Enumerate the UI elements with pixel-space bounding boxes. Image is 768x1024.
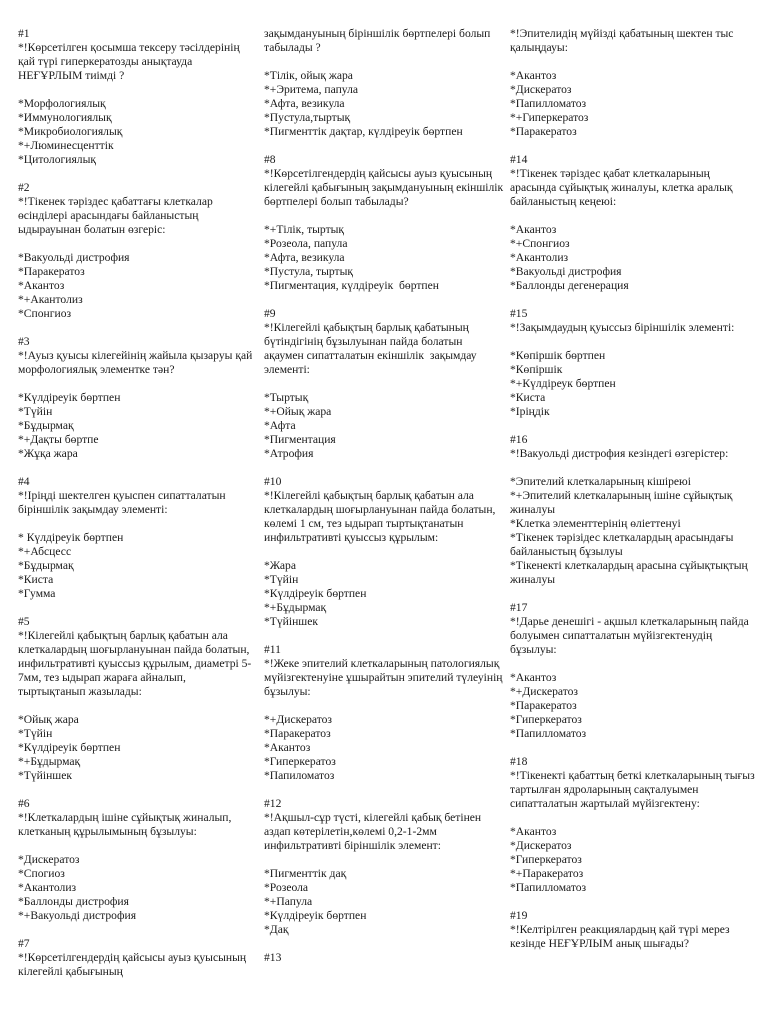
answer-option: *Киста: [510, 391, 546, 404]
spacer: [18, 83, 256, 97]
answer-option: *Іріңдік: [510, 405, 550, 418]
answer-option: *Түйіншек: [18, 769, 73, 782]
question-number: #2: [18, 181, 30, 194]
question-stem: *!Көрсетілгендердің қайсысы ауыз қуысының кілегейлі қабығының: [18, 951, 249, 978]
spacer: [510, 55, 756, 69]
question-number: #6: [18, 797, 30, 810]
answer-option: *Пигментация: [264, 433, 336, 446]
answer-option: *+Дискератоз: [264, 713, 333, 726]
question-number: #10: [264, 475, 282, 488]
answer-option: *+Папула: [264, 895, 313, 908]
question-block: [510, 27, 756, 139]
question-number: #17: [510, 601, 528, 614]
spacer: [510, 811, 756, 825]
answer-option: *Күлдіреуік бөртпен: [18, 741, 121, 754]
answer-option: *Бұдырмақ: [18, 419, 74, 432]
answer-option: *Дискератоз: [510, 839, 572, 852]
question-number: #9: [264, 307, 276, 320]
question-number: #13: [264, 951, 282, 964]
answer-option: *Вакуольді дистрофия: [510, 265, 622, 278]
answer-option: *Гиперкератоз: [510, 853, 582, 866]
answer-option: *Күлдіреуік бөртпен: [264, 587, 367, 600]
answer-option: *Жара: [264, 559, 296, 572]
question-stem: *!Зақымдаудың қуыссыз біріншілік элементі:: [510, 321, 735, 334]
question-stem: *!Тікенек тәріздес қабаттағы клеткалар өсінділері арасындағы байланыстың ыдырауынан болатын өзгеріс:: [18, 195, 216, 236]
spacer: [264, 55, 504, 69]
answer-option: *+Бұдырмақ: [264, 601, 327, 614]
answer-option: *+Люминесценттік: [18, 139, 114, 152]
answer-option: *Дискератоз: [18, 853, 80, 866]
question-number: #12: [264, 797, 282, 810]
answer-option: *Гиперкератоз: [264, 755, 336, 768]
answer-option: *Спонгиоз: [18, 307, 72, 320]
answer-option: *+Спонгиоз: [510, 237, 570, 250]
question-stem: *!Эпителидің мүйізді қабатының шектен тыс қалыңдауы:: [510, 27, 737, 54]
answer-option: *Баллонды дегенерация: [510, 279, 629, 292]
question-block: [264, 797, 504, 937]
answer-option: *Көпіршік: [510, 363, 563, 376]
question-block: [264, 27, 504, 139]
question-number: #8: [264, 153, 276, 166]
question-number: #7: [18, 937, 30, 950]
answer-option: *Бұдырмақ: [18, 559, 74, 572]
question-stem: *!Жеке эпителий клеткаларының патологиялық мүйізгектенуіне ұшырайтын эпителий түлеуінің бұзылуы:: [264, 657, 506, 698]
answer-option: *+Акантолиз: [18, 293, 83, 306]
answer-option: *Түйін: [18, 405, 53, 418]
column-2: [264, 27, 507, 979]
answer-option: *Пигментация, күлдіреуік бөртпен: [264, 279, 439, 292]
answer-option: *Тыртық: [264, 391, 309, 404]
answer-option: *Паракератоз: [264, 727, 331, 740]
answer-option: *+Паракератоз: [510, 867, 584, 880]
question-number: #4: [18, 475, 30, 488]
answer-option: *+Бұдырмақ: [18, 755, 81, 768]
answer-option: *Вакуольді дистрофия: [18, 251, 130, 264]
answer-option: *+Ойық жара: [264, 405, 332, 418]
answer-option: *Атрофия: [264, 447, 314, 460]
column-3: [510, 27, 756, 965]
answer-option: *+Дискератоз: [510, 685, 579, 698]
answer-option: *Тікенек тәрізідес клеткалардың арасындағы байланыстың бұзылуы: [510, 531, 737, 558]
answer-option: *Акантоз: [264, 741, 311, 754]
answer-option: *Морфологиялық: [18, 97, 106, 110]
answer-option: *+Тілік, тыртық: [264, 223, 345, 236]
answer-option: *+Гиперкератоз: [510, 111, 589, 124]
answer-option: *Акантоз: [510, 223, 557, 236]
answer-option: *Жұқа жара: [18, 447, 78, 460]
answer-option: *+Эритема, папула: [264, 83, 359, 96]
spacer: [264, 699, 504, 713]
answer-option: *Тілік, ойық жара: [264, 69, 353, 82]
question-number: #1: [18, 27, 30, 40]
answer-option: *Пигменттік дақтар, күлдіреуік бөртпен: [264, 125, 463, 138]
question-number: #11: [264, 643, 281, 656]
question-number: #5: [18, 615, 30, 628]
question-block: [18, 937, 256, 979]
answer-option: *Акантолиз: [18, 881, 77, 894]
question-block: [18, 797, 256, 923]
question-number: #15: [510, 307, 528, 320]
spacer: [18, 377, 256, 391]
question-stem: *!Кілегейлі қабықтың барлық қабатының бүтіндігінің бұзылуынан пайда болатын ақаумен сипатталатын екіншілік зақымдау элементі:: [264, 321, 480, 376]
question-stem: *!Тікенекті қабаттың беткі клеткаларының тығыз тартылған ядроларының сақталуымен сипатталатын жартылай мүйізгектену:: [510, 769, 758, 810]
answer-option: *Ойық жара: [18, 713, 79, 726]
question-block: [264, 307, 504, 461]
answer-option: *Афта, везикула: [264, 251, 345, 264]
question-block: [18, 27, 256, 167]
question-block: [18, 335, 256, 461]
spacer: [264, 545, 504, 559]
question-stem: *!Кілегейлі қабықтың барлық қабатын ала клеткалардың шоғырлануынан пайда болатын, инфильтративті қуыссыз құрылым, диаметрі 5-7мм, тез ыдырап жараға айналып, тыртықтанып жазылады:: [18, 629, 253, 698]
question-stem: *!Клеткалардың ішіне сұйықтық жиналып, клетканың құрылымының бұзылуы:: [18, 811, 235, 838]
question-stem: *!Көрсетілгендердің қайсысы ауыз қуысының кілегейлі қабығының зақымдануының екіншілік бөртпелері болып табылады?: [264, 167, 507, 208]
question-number: #19: [510, 909, 528, 922]
answer-option: *+Абсцесс: [18, 545, 72, 558]
spacer: [510, 461, 756, 475]
answer-option: *Афта, везикула: [264, 97, 345, 110]
answer-option: *Баллонды дистрофия: [18, 895, 129, 908]
answer-option: *Паракератоз: [510, 125, 577, 138]
question-block: [510, 153, 756, 293]
answer-option: *Дақ: [264, 923, 289, 936]
answer-option: *Паракератоз: [18, 265, 85, 278]
answer-option: *Акантоз: [510, 69, 557, 82]
question-block: [510, 755, 756, 895]
answer-option: *Микробиологиялық: [18, 125, 123, 138]
answer-option: *Акантоз: [18, 279, 65, 292]
question-number: #18: [510, 755, 528, 768]
answer-option: *Түйін: [18, 727, 53, 740]
answer-option: *Афта: [264, 419, 296, 432]
answer-option: *Тікенекті клеткалардың арасына сұйықтықтың жиналуы: [510, 559, 751, 586]
answer-option: *Розеола: [264, 881, 309, 894]
spacer: [510, 335, 756, 349]
question-block: [264, 153, 507, 293]
question-block: [264, 475, 504, 629]
answer-option: *Пустула, тыртық: [264, 265, 354, 278]
question-block: [510, 433, 756, 587]
question-stem: *!Ауыз қуысы кілегейінің жайыла қызаруы қай морфологиялық элементке тән?: [18, 349, 256, 376]
question-number: #14: [510, 153, 528, 166]
question-number: #3: [18, 335, 30, 348]
answer-option: *Көпіршік бөртпен: [510, 349, 606, 362]
answer-option: *Клетка элементтерінің өліеттенуі: [510, 517, 681, 530]
answer-option: *Күлдіреуік бөртпен: [18, 391, 121, 404]
question-block: [264, 643, 504, 783]
answer-option: *Папилломатоз: [510, 97, 587, 110]
spacer: [18, 517, 256, 531]
question-stem: *!Келтірілген реакциялардың қай түрі мерез кезінде НЕҒҰРЛЫМ анық шығады?: [510, 923, 733, 950]
answer-option: *Гумма: [18, 587, 56, 600]
question-stem: *!Кілегейлі қабықтың барлық қабатын ала клеткалардың шоғырлануынан пайда болатын, көлемі 1 см, тез ыдырап тыртықтанатын инфильтративті қуыссыз құрылым:: [264, 489, 499, 544]
answer-option: *Күлдіреуік бөртпен: [264, 909, 367, 922]
question-stem: *!Вакуольді дистрофия кезіндегі өзгерістер:: [510, 447, 729, 460]
spacer: [264, 209, 504, 223]
answer-option: *Цитологиялық: [18, 153, 97, 166]
answer-option: *+Эпителий клеткаларының ішіне сұйықтық жиналуы: [510, 489, 736, 516]
question-stem: *!Дарье денешігі - ақшыл клеткаларының пайда болуымен сипатталатын мүйізгектенудің бұзылуы:: [510, 615, 752, 656]
answer-option: *Киста: [18, 573, 54, 586]
question-number: #16: [510, 433, 528, 446]
question-block: [510, 601, 756, 741]
question-block: [18, 181, 256, 321]
question-stem: зақымдануының біріншілік бөртпелері болып табылады ?: [264, 27, 494, 54]
answer-option: *+Дақты бөртпе: [18, 433, 99, 446]
spacer: [510, 657, 756, 671]
spacer: [18, 839, 256, 853]
answer-option: *Пустула,тыртық: [264, 111, 351, 124]
question-stem: *!Тікенек тәріздес қабат клеткаларының арасында сұйықтық жиналуы, клетка аралық байланыстың кеңеюі:: [510, 167, 736, 208]
spacer: [264, 377, 504, 391]
answer-option: *Паракератоз: [510, 699, 577, 712]
question-stem: *!Іріңді шектелген қуыспен сипатталатын біріншілік зақымдау элементі:: [18, 489, 229, 516]
answer-option: *Папилломатоз: [510, 881, 587, 894]
answer-option: *+Күлдіреук бөртпен: [510, 377, 616, 390]
answer-option: *Дискератоз: [510, 83, 572, 96]
answer-option: *Эпителий клеткаларының кішіреюі: [510, 475, 691, 488]
spacer: [18, 699, 256, 713]
question-block: [510, 307, 756, 419]
answer-option: *Розеола, папула: [264, 237, 348, 250]
column-1: [18, 27, 256, 993]
answer-option: *Пигменттік дақ: [264, 867, 347, 880]
spacer: [264, 853, 504, 867]
spacer: [510, 209, 756, 223]
question-block: [264, 951, 504, 965]
answer-option: *Түйін: [264, 573, 299, 586]
answer-option: *Акантолиз: [510, 251, 569, 264]
answer-option: *Акантоз: [510, 671, 557, 684]
question-block: [18, 475, 256, 601]
question-stem: *!Ақшыл-сұр түсті, кілегейлі қабық бетінен аздап көтерілетін,көлемі 0,2-1-2мм инфильтративті біріншілік элемент:: [264, 811, 485, 852]
spacer: [18, 237, 256, 251]
question-block: [18, 615, 256, 783]
question-block: [510, 909, 756, 951]
answer-option: *Папиломатоз: [264, 769, 335, 782]
answer-option: *Акантоз: [510, 825, 557, 838]
answer-option: *Папилломатоз: [510, 727, 587, 740]
answer-option: *+Вакуольді дистрофия: [18, 909, 137, 922]
question-stem: *!Көрсетілген қосымша тексеру тәсілдерінің қай түрі гиперкератозды анықтауда НЕҒҰРЛЫМ тиімді ?: [18, 41, 243, 82]
answer-option: * Күлдіреуік бөртпен: [18, 531, 124, 544]
answer-option: *Гиперкератоз: [510, 713, 582, 726]
answer-option: *Спогиоз: [18, 867, 65, 880]
answer-option: *Түйіншек: [264, 615, 319, 628]
answer-option: *Иммунологиялық: [18, 111, 112, 124]
